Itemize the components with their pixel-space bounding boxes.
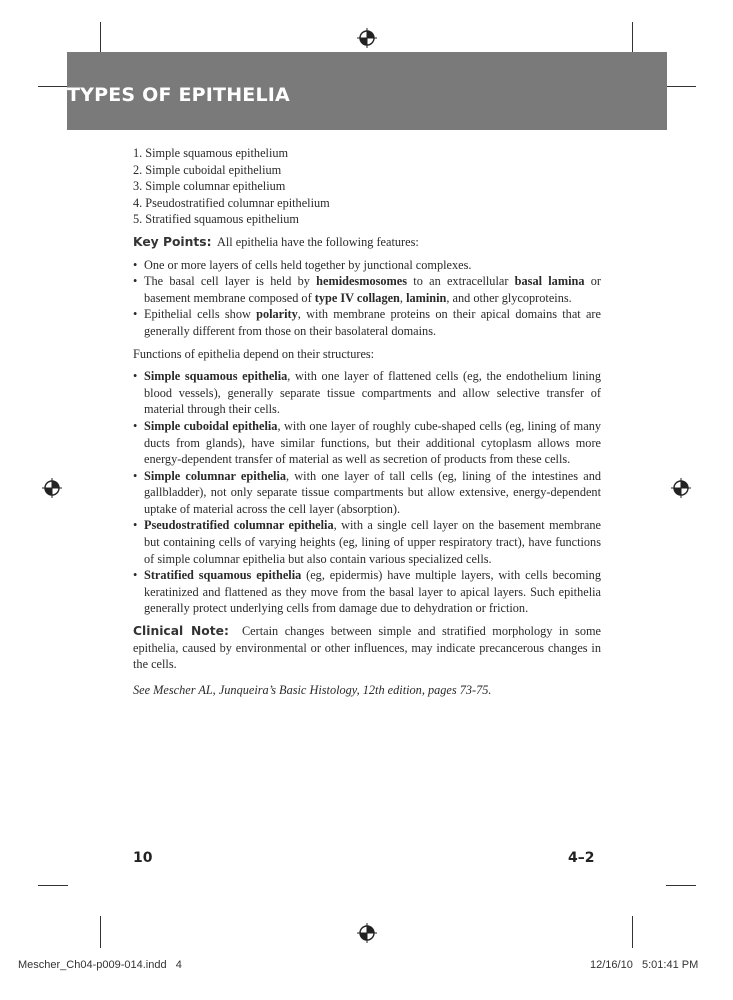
list-item: • Stratified squamous epithelia (eg, epidermis) have multiple layers, with cells becoming keratinized and flattened as they move from the basal layer to apical layers. Such epithelia generally protect underlying cells from damage due to dehydration or friction. bbox=[133, 567, 601, 617]
clinical-note bbox=[133, 623, 601, 673]
card-number: 4–2 bbox=[568, 850, 595, 866]
list-item: • Simple columnar epithelia, with one layer of tall cells (eg, lining of the intestines and gallbladder), not only separate tissue compartments but allow extensive, energy-dependent uptake of material across the cell layer (absorption). bbox=[133, 468, 601, 518]
crop-mark-bottom-right-vertical bbox=[632, 916, 633, 948]
registration-mark-icon bbox=[671, 478, 691, 498]
card-content bbox=[133, 145, 601, 704]
functions-intro: Functions of epithelia depend on their structures: bbox=[133, 346, 375, 361]
file-slug: Mescher_Ch04-p009-014.indd 4 bbox=[18, 959, 182, 971]
key-points-list bbox=[133, 257, 601, 340]
list-item: 2. Simple cuboidal epithelium bbox=[133, 162, 282, 177]
page-number: 10 bbox=[133, 850, 153, 866]
list-item: • Epithelial cells show polarity, with membrane proteins on their apical domains that are generally different from those on their basolateral domains. bbox=[133, 306, 601, 339]
registration-mark-icon bbox=[357, 28, 377, 48]
list-item: • One or more layers of cells held together by junctional complexes. bbox=[133, 257, 601, 274]
citation: See Mescher AL, Junqueira’s Basic Histology, 12th edition, pages 73-75. bbox=[133, 682, 492, 697]
list-item: 1. Simple squamous epithelium bbox=[133, 146, 289, 160]
timestamp: 12/16/10 5:01:41 PM bbox=[590, 959, 699, 971]
list-item: 5. Stratified squamous epithelium bbox=[133, 212, 299, 227]
crop-mark-top-right-vertical bbox=[632, 22, 633, 52]
clinical-note-label: Clinical Note: bbox=[133, 624, 229, 639]
key-points-intro-text: All epithelia have the following features: bbox=[216, 234, 419, 249]
list-item: 4. Pseudostratified columnar epithelium bbox=[133, 195, 330, 210]
page-title: TYPES OF EPITHELIA bbox=[67, 84, 290, 106]
crop-mark-bottom-left-vertical bbox=[100, 916, 101, 948]
list-item: • Pseudostratified columnar epithelia, with a single cell layer on the basement membrane but containing cells of varying heights (eg, lining of upper respiratory tract), have functions of simple columnar epithelia but also contain various specialized cells. bbox=[133, 517, 601, 567]
key-points-label: Key Points: bbox=[133, 234, 212, 249]
key-points-intro bbox=[133, 234, 601, 251]
crop-mark-top-right-horizontal bbox=[666, 86, 696, 87]
list-item: • The basal cell layer is held by hemidesmosomes to an extracellular basal lamina or basement membrane composed of type IV collagen, laminin, and other glycoproteins. bbox=[133, 273, 601, 306]
functions-list bbox=[133, 368, 601, 617]
crop-mark-top-left-vertical bbox=[100, 22, 101, 52]
crop-mark-top-left-horizontal bbox=[38, 86, 68, 87]
crop-mark-bottom-left-horizontal bbox=[38, 885, 68, 886]
clinical-note-text: Certain changes between simple and stratified morphology in some epithelia, caused by environmental or other influences, may indicate precancerous changes in the cells. bbox=[133, 624, 602, 672]
registration-mark-icon bbox=[42, 478, 62, 498]
list-item: 3. Simple columnar epithelium bbox=[133, 179, 286, 194]
crop-mark-bottom-right-horizontal bbox=[666, 885, 696, 886]
list-item: • Simple squamous epithelia, with one layer of flattened cells (eg, the endothelium lining blood vessels), generally separate tissue compartments and allow selective transfer of material through their cells. bbox=[133, 368, 601, 418]
registration-mark-icon bbox=[357, 923, 377, 943]
list-item: • Simple cuboidal epithelia, with one layer of roughly cube-shaped cells (eg, lining of many ducts from glands), have similar functions, but their additional cytoplasm allows more energy-dependent transfer of material as well as secretion of products from these cells. bbox=[133, 418, 601, 468]
epithelia-types-list bbox=[133, 145, 601, 228]
